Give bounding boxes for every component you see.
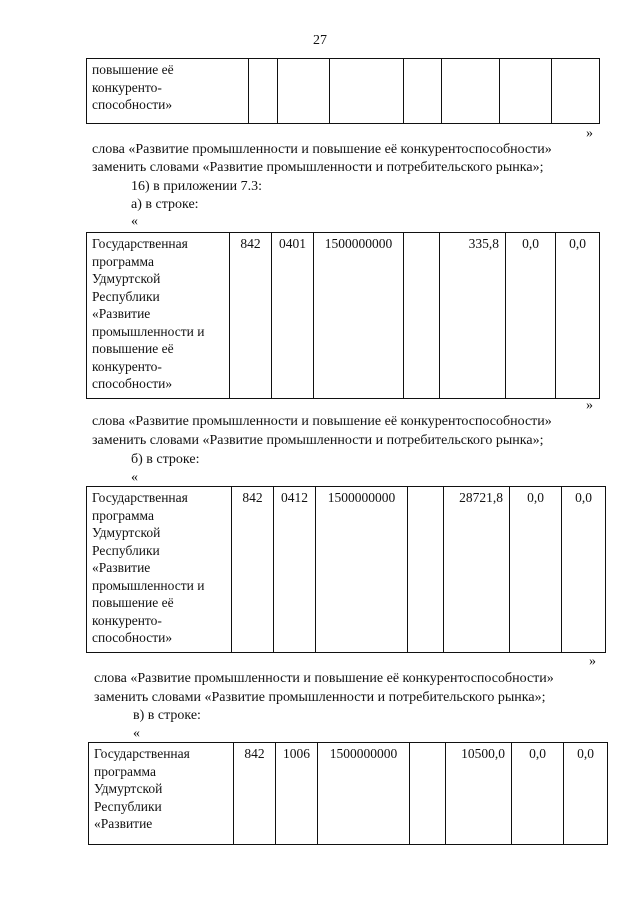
amount-cell: 28721,8 (444, 487, 510, 653)
value-cell: 0,0 (564, 743, 608, 845)
replace-line-2: заменить словами «Развитие промышленности и потребительского рынка»; (92, 433, 544, 448)
table-row (87, 59, 600, 124)
sub-item-v: в) в строке: (133, 708, 201, 723)
replace-line-1: слова «Развитие промышленности и повышение её конкурентоспособности» (92, 414, 552, 429)
row-name-cell: Государственная программа Удмуртской Республики «Развитие (89, 743, 234, 845)
replace-line-2: заменить словами «Развитие промышленности и потребительского рынка»; (94, 690, 546, 705)
row-name-cell: повышение её конкуренто- способности» (87, 59, 249, 124)
table-row (87, 233, 600, 399)
code-cell: 1500000000 (316, 487, 408, 653)
row-table-v (88, 742, 608, 845)
table-cell (404, 59, 442, 124)
closing-quote: » (586, 398, 593, 413)
table-cell (552, 59, 600, 124)
value-cell: 0,0 (562, 487, 606, 653)
value-cell: 0,0 (556, 233, 600, 399)
code-cell: 1500000000 (318, 743, 410, 845)
fragment-table (86, 58, 600, 124)
code-cell: 842 (232, 487, 274, 653)
code-cell: 0401 (272, 233, 314, 399)
table-row (89, 743, 608, 845)
code-cell (408, 487, 444, 653)
replace-line-1: слова «Развитие промышленности и повышение её конкурентоспособности» (94, 671, 554, 686)
value-cell: 0,0 (512, 743, 564, 845)
table-cell (500, 59, 552, 124)
code-cell: 0412 (274, 487, 316, 653)
value-cell: 0,0 (506, 233, 556, 399)
table-cell (442, 59, 500, 124)
amount-cell: 335,8 (440, 233, 506, 399)
page-number: 27 (313, 33, 327, 48)
code-cell: 1006 (276, 743, 318, 845)
row-name-cell: Государственная программа Удмуртской Республики «Развитие промышленности и повышение её конкуренто- способности» (87, 233, 230, 399)
opening-quote: « (131, 214, 138, 229)
code-cell: 842 (230, 233, 272, 399)
table-cell (249, 59, 278, 124)
code-cell: 1500000000 (314, 233, 404, 399)
code-cell (404, 233, 440, 399)
item-16: 16) в приложении 7.3: (131, 179, 262, 194)
table-cell (278, 59, 330, 124)
amount-cell: 10500,0 (446, 743, 512, 845)
row-table-a (86, 232, 600, 399)
row-table-b (86, 486, 606, 653)
row-name-cell: Государственная программа Удмуртской Республики «Развитие промышленности и повышение её конкуренто- способности» (87, 487, 232, 653)
replace-line-1: слова «Развитие промышленности и повышение её конкурентоспособности» (92, 142, 552, 157)
table-cell (330, 59, 404, 124)
replace-line-2: заменить словами «Развитие промышленности и потребительского рынка»; (92, 160, 544, 175)
sub-item-a: а) в строке: (131, 197, 199, 212)
table-row (87, 487, 606, 653)
code-cell (410, 743, 446, 845)
sub-item-b: б) в строке: (131, 452, 200, 467)
closing-quote: » (589, 654, 596, 669)
opening-quote: « (131, 470, 138, 485)
opening-quote: « (133, 726, 140, 741)
value-cell: 0,0 (510, 487, 562, 653)
closing-quote: » (586, 126, 593, 141)
code-cell: 842 (234, 743, 276, 845)
